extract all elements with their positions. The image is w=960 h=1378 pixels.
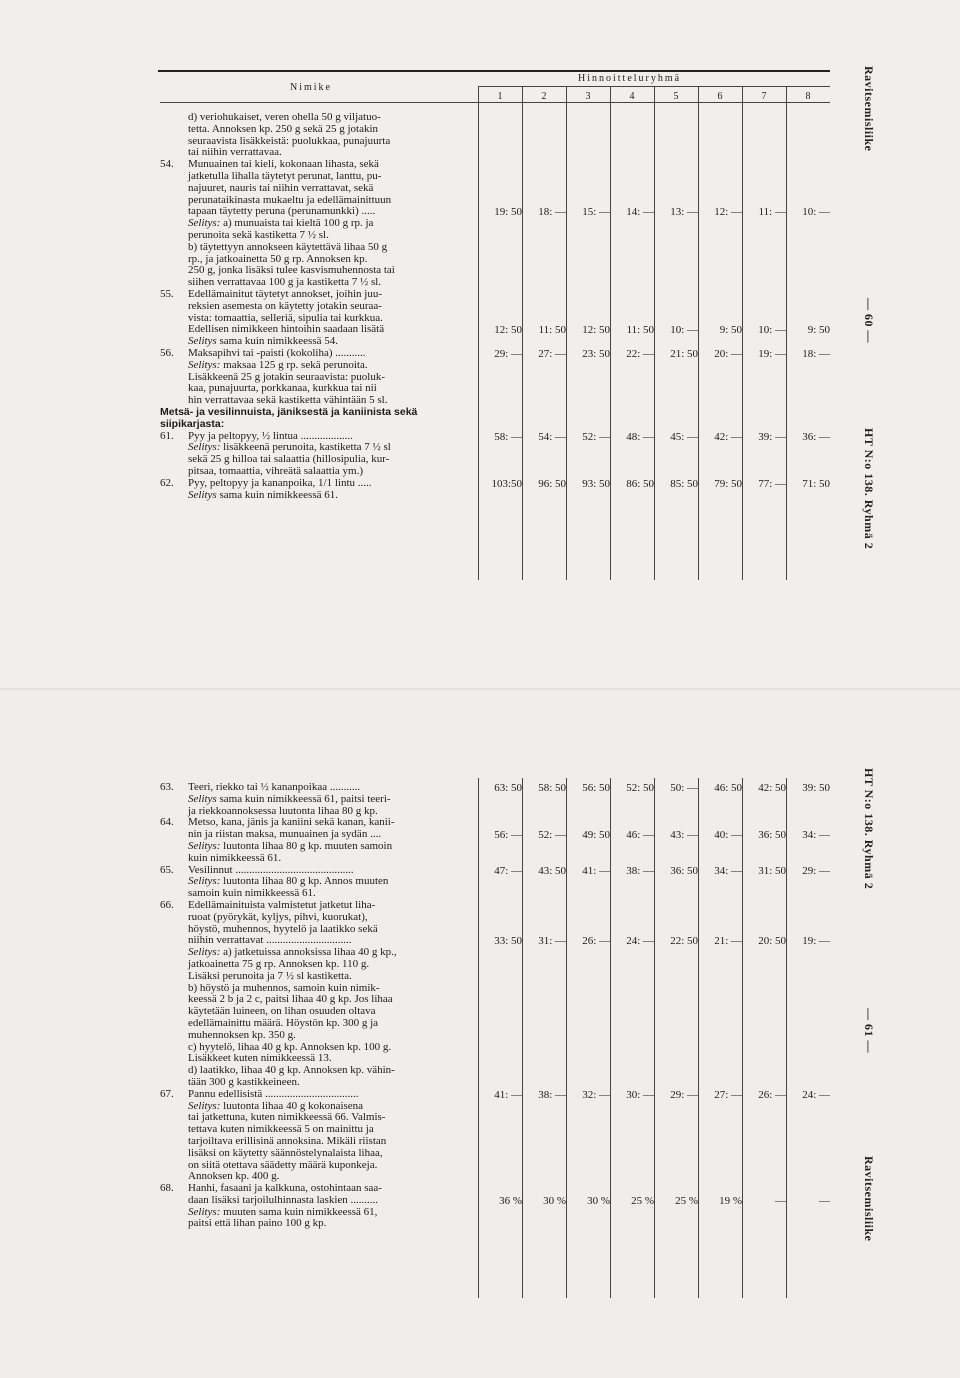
price-cell: 26: —: [582, 935, 610, 948]
explanation-label: Selitys:: [188, 1100, 221, 1112]
text-line: perunoita sekä kastiketta 7 ½ sl.: [188, 229, 329, 241]
price-cell: 26: —: [758, 1088, 786, 1101]
price-cell: 25 %: [631, 1195, 654, 1207]
text-line: perunataikinasta mukaeltu ja edellämainittuun: [188, 194, 392, 206]
text-line: hin verrattavaa sekä kastiketta vähintään 5 sl.: [188, 395, 388, 407]
price-cell: 34: —: [714, 864, 742, 877]
text-line: tettava kuten nimikkeessä 5 on mainittu ja: [188, 1124, 374, 1136]
text-line: Edellisen nimikkeen hintoihin saadaan lisätä: [188, 324, 385, 336]
price-cell: 58: —: [494, 430, 522, 443]
price-row: [478, 829, 830, 841]
name-column-header: Nimike: [290, 82, 332, 93]
price-cell: 38: —: [538, 1088, 566, 1101]
price-cell: 29: —: [494, 348, 522, 360]
item-number: 65.: [160, 864, 174, 876]
price-cell: 54: —: [538, 430, 566, 443]
price-cell: 39: 50: [802, 782, 830, 794]
text-line: Selitys: luutonta lihaa 80 g kp. Annos muuten: [188, 876, 389, 888]
text-line: muhennoksen kp. 350 g.: [188, 1029, 296, 1041]
heading-line: siipikarjasta:: [160, 418, 225, 430]
text-line: samoin kuin nimikkeessä 61.: [188, 888, 316, 900]
text-line: najuuret, nauris tai niihin verrattavat, sekä: [188, 182, 374, 194]
price-cell: 22: 50: [670, 935, 698, 948]
text-line: 62. Pyy, peltopyy ja kananpoika, 1/1 lintu .....: [160, 477, 372, 489]
menu-item: [160, 782, 478, 817]
price-cell: 24: —: [626, 935, 654, 948]
price-cell: 41: —: [494, 1088, 522, 1101]
item-number: 62.: [160, 477, 174, 489]
price-cell: 46: —: [626, 829, 654, 842]
explanation-label: Selitys:: [188, 218, 221, 230]
price-cell: 96: 50: [538, 477, 566, 490]
price-cell: 50: —: [670, 782, 698, 794]
group-number: 8: [805, 91, 811, 102]
price-cell: 19: —: [758, 348, 786, 360]
price-cell: 30 %: [543, 1195, 566, 1207]
text-line: Selitys sama kuin nimikkeessä 61.: [188, 489, 339, 501]
text-line: nin ja riistan maksa, munuainen ja sydän ....: [188, 829, 382, 841]
price-cell: 29: —: [802, 864, 830, 877]
price-cell: 42: —: [714, 430, 742, 443]
price-cell: 21: 50: [670, 348, 698, 360]
group-number: 7: [761, 91, 767, 102]
price-cell: 48: —: [626, 430, 654, 443]
text-line: d) veriohukaiset, veren ohella 50 g viljatuo-: [188, 112, 381, 123]
price-cell: 11: 50: [626, 324, 654, 337]
price-group-header: Hinnoitteluryhmä: [578, 73, 682, 84]
menu-item: [160, 817, 478, 864]
page-number: — 60 —: [862, 298, 876, 343]
text-line: käytetään luineen, on lihan osuuden oltava: [188, 1006, 376, 1018]
text-line: ruoat (pyörykät, kyljys, pihvi, kuorukat),: [188, 911, 368, 923]
explanation-label: Selitys:: [188, 840, 221, 852]
price-cell: —: [819, 1195, 830, 1207]
price-cell: 47: —: [494, 864, 522, 877]
text-line: Selitys: maksaa 125 g rp. sekä perunoita.: [188, 359, 368, 371]
text-line: 250 g, jonka lisäksi tulee kasvismuhennosta tai: [188, 265, 395, 277]
price-cell: 20: 50: [758, 935, 786, 948]
text-line: 65. Vesilinnut ...........................................: [160, 864, 354, 876]
item-number: 61.: [160, 430, 174, 442]
price-cell: 9: 50: [719, 324, 742, 337]
heading-line: Metsä- ja vesilinnuista, jäniksestä ja kaniinista sekä: [160, 406, 418, 418]
text-line: tai niihin verrattavaa.: [188, 147, 282, 159]
price-cell: 49: 50: [582, 829, 610, 842]
explanation-label: Selitys:: [188, 876, 221, 888]
text-line: jatkoainetta 75 g rp. Annoksen kp. 110 g.: [188, 958, 370, 970]
price-cell: 19: —: [802, 935, 830, 948]
price-cell: 19 %: [719, 1195, 742, 1207]
text-line: Selitys: luutonta lihaa 80 g kp. muuten samoin: [188, 840, 393, 852]
price-cell: 56: —: [494, 829, 522, 842]
item-number: 68.: [160, 1183, 174, 1195]
text-line: Selitys: luutonta lihaa 40 g kokonaisena: [188, 1100, 364, 1112]
text-line: niihin verrattavat ...............................: [188, 935, 352, 947]
price-cell: 14: —: [626, 206, 654, 219]
price-row: [478, 206, 830, 218]
price-cell: 52: —: [538, 829, 566, 842]
side-title-bottom: HT N:o 138. Ryhmä 2: [862, 428, 876, 550]
price-row: [478, 865, 830, 877]
text-line: tai jatkettuna, kuten nimikkeessä 66. Valmis-: [188, 1112, 386, 1124]
menu-item: [160, 348, 478, 407]
item-number: 67.: [160, 1088, 174, 1100]
price-cell: 33: 50: [494, 935, 522, 948]
price-cell: 27: —: [714, 1088, 742, 1101]
text-line: c) hyytelö, lihaa 40 g kp. Annoksen kp. 100 g.: [188, 1041, 392, 1053]
text-line: reksien asemesta on käytetty jotakin seuraa-: [188, 300, 382, 312]
price-cell: 13: —: [670, 206, 698, 219]
explanation-label: Selitys:: [188, 359, 221, 371]
price-row: [478, 431, 830, 443]
text-line: tään 300 g kastikkeineen.: [188, 1076, 300, 1088]
price-cell: 43: 50: [538, 864, 566, 877]
price-cell: 12: —: [714, 206, 742, 219]
price-cell: 29: —: [670, 1088, 698, 1101]
menu-item: [160, 431, 478, 478]
price-cell: 36 %: [499, 1195, 522, 1207]
price-row: [478, 935, 830, 947]
section-heading: [160, 407, 478, 431]
menu-item: [160, 1183, 478, 1230]
item-number: 66.: [160, 899, 174, 911]
price-row: [478, 782, 830, 794]
column-rule: [478, 778, 479, 1298]
text-line: kuin nimikkeessä 61.: [188, 852, 282, 864]
menu-item: [160, 900, 478, 1089]
text-line: jatketulla lihalla täytetyt perunat, lanttu, pu-: [188, 170, 382, 182]
text-line: on siitä otettava säädetty määrä kuponkeja.: [188, 1159, 378, 1171]
menu-item: [160, 112, 478, 159]
price-cell: 15: —: [582, 206, 610, 219]
column-rule: [610, 778, 611, 1298]
price-cell: 31: 50: [758, 864, 786, 877]
text-line: 68. Hanhi, fasaani ja kalkkuna, ostohintaan saa-: [160, 1183, 382, 1195]
price-cell: 30: —: [626, 1088, 654, 1101]
text-line: Selitys: a) jatketuissa annoksissa lihaa 40 g kp.,: [188, 947, 397, 959]
column-rule: [698, 778, 699, 1298]
item-number: 56.: [160, 347, 174, 359]
text-line: Selitys sama kuin nimikkeessä 54.: [188, 336, 339, 348]
price-cell: 22: —: [626, 348, 654, 360]
price-cell: 36: —: [802, 430, 830, 443]
text-line: paitsi että lihan paino 100 g kp.: [188, 1218, 327, 1230]
text-line: edellämainittu määrä. Höystön kp. 300 g ja: [188, 1017, 379, 1029]
text-line: Selitys: a) munuaista tai kieltä 100 g rp. ja: [188, 218, 374, 230]
group-number: 2: [541, 91, 547, 102]
group-number: 4: [629, 91, 635, 102]
price-cell: 24: —: [802, 1088, 830, 1101]
price-cell: 30 %: [587, 1195, 610, 1207]
text-line: rp., ja jatkoainetta 50 g rp. Annoksen kp.: [188, 253, 368, 265]
text-line: keessä 2 b ja 2 c, paitsi lihaa 40 g kp. Jos lihaa: [188, 994, 393, 1006]
column-rule: [566, 778, 567, 1298]
text-line: pitsaa, tomaattia, vihreätä salaattia ym.): [188, 465, 364, 477]
side-title-bottom: Ravitsemisliike: [862, 1156, 876, 1242]
text-line: d) laatikko, lihaa 40 g kp. Annoksen kp. vähin-: [188, 1065, 395, 1077]
text-line: Selitys sama kuin nimikkeessä 61, paitsi teeri-: [188, 793, 391, 805]
price-cell: 85: 50: [670, 477, 698, 490]
explanation-label: Selitys:: [188, 1206, 221, 1218]
text-line: 54. Munuainen tai kieli, kokonaan lihasta, sekä: [160, 159, 379, 171]
text-line: 61. Pyy ja peltopyy, ½ lintua ...................: [160, 430, 353, 442]
price-row: [478, 324, 830, 336]
text-line: ja riekkoannoksessa luutonta lihaa 80 g kp.: [188, 805, 378, 817]
price-cell: 21: —: [714, 935, 742, 948]
price-cell: 10: —: [758, 324, 786, 337]
menu-item: [160, 478, 478, 502]
price-row: [478, 1089, 830, 1101]
item-number: 54.: [160, 159, 174, 171]
text-line: tapaan täytetty peruna (perunamunkki) .....: [188, 206, 376, 218]
price-cell: 52: 50: [626, 782, 654, 794]
item-number: 63.: [160, 782, 174, 793]
price-row: [478, 348, 830, 360]
price-cell: 11: —: [758, 206, 786, 219]
price-cell: 56: 50: [582, 782, 610, 794]
price-cell: 12: 50: [494, 324, 522, 337]
price-cell: 19: 50: [494, 206, 522, 219]
text-line: tetta. Annoksen kp. 250 g sekä 25 g jotakin: [188, 123, 379, 135]
text-line: 55. Edellämainitut täytetyt annokset, joihin juu-: [160, 288, 382, 300]
menu-item: [160, 159, 478, 289]
price-row: [478, 478, 830, 490]
text-line: seuraavista lisäkkeistä: puolukkaa, punajuurta: [188, 135, 391, 147]
text-line: Annoksen kp. 400 g.: [188, 1171, 280, 1183]
price-cell: 36: 50: [670, 864, 698, 877]
column-rule: [654, 778, 655, 1298]
explanation-label: Selitys: [188, 336, 217, 348]
item-number: 64.: [160, 817, 174, 829]
price-cell: 45: —: [670, 430, 698, 443]
text-line: Lisäkkeet kuten nimikkeessä 13.: [188, 1053, 332, 1065]
text-line: sekä 25 g hilloa tai salaattia (hillosipulia, kur-: [188, 454, 390, 466]
explanation-label: Selitys: [188, 793, 217, 805]
item-list: [160, 112, 478, 501]
group-number: 5: [673, 91, 679, 102]
text-line: 66. Edellämainituista valmistetut jatketut liha-: [160, 899, 376, 911]
group-number: 1: [497, 91, 503, 102]
item-list: [160, 782, 478, 1230]
item-number: 55.: [160, 288, 174, 300]
side-title-top: HT N:o 138. Ryhmä 2: [862, 768, 876, 890]
text-line: tarjoiltava erillisinä annoksina. Mikäli riistan: [188, 1135, 387, 1147]
text-line: Lisäkkeenä 25 g jotakin seuraavista: puoluk-: [188, 371, 386, 383]
text-line: b) täytettyyn annokseen käytettävä lihaa 50 g: [188, 241, 388, 253]
price-cell: 77: —: [758, 477, 786, 490]
price-cell: 10: —: [802, 206, 830, 219]
price-cell: —: [775, 1195, 786, 1207]
menu-item: [160, 1089, 478, 1183]
text-line: 64. Metso, kana, jänis ja kaniini sekä kanan, kanii-: [160, 817, 395, 829]
header-bottom-rule: [160, 102, 830, 103]
price-cell: 39: —: [758, 430, 786, 443]
price-cell: 41: —: [582, 864, 610, 877]
explanation-label: Selitys:: [188, 442, 221, 454]
price-cell: 46: 50: [714, 782, 742, 794]
text-line: daan lisäksi tarjoilulhinnasta laskien ..........: [188, 1194, 379, 1206]
price-cell: 38: —: [626, 864, 654, 877]
text-line: siihen verrattavaa 100 g ja kastiketta 7 ½ sl.: [188, 277, 382, 289]
menu-item: [160, 865, 478, 900]
price-cell: 103:50: [491, 477, 522, 490]
text-line: Selitys: muuten sama kuin nimikkeessä 61,: [188, 1206, 378, 1218]
text-line: 63. Teeri, riekko tai ½ kananpoikaa ...........: [160, 782, 361, 793]
price-cell: 42: 50: [758, 782, 786, 794]
price-cell: 79: 50: [714, 477, 742, 490]
menu-item: [160, 289, 478, 348]
group-number: 6: [717, 91, 723, 102]
price-cell: 93: 50: [582, 477, 610, 490]
price-cell: 34: —: [802, 829, 830, 842]
text-line: lisäksi on käytetty säännöstelynalaista lihaa,: [188, 1147, 383, 1159]
price-cell: 10: —: [670, 324, 698, 337]
price-cell: 11: 50: [538, 324, 566, 337]
price-cell: 25 %: [675, 1195, 698, 1207]
column-rule: [786, 778, 787, 1298]
page-number: — 61 —: [862, 1008, 876, 1053]
price-cell: 18: —: [802, 348, 830, 360]
group-number: 3: [585, 91, 591, 102]
side-title-top: Ravitsemisliike: [862, 66, 876, 152]
text-line: höystö, muhennos, hyytelö ja laatikko sekä: [188, 923, 378, 935]
price-cell: 12: 50: [582, 324, 610, 337]
text-line: Selitys: lisäkkeenä perunoita, kastiketta 7 ½ sl: [188, 442, 391, 454]
text-line: b) höystö ja muhennos, samoin kuin nimik-: [188, 982, 380, 994]
price-cell: 31: —: [538, 935, 566, 948]
price-cell: 9: 50: [807, 324, 830, 337]
price-cell: 23: 50: [582, 348, 610, 360]
price-cell: 71: 50: [802, 477, 830, 490]
text-line: vista: tomaattia, selleriä, sipulia tai kurkkua.: [188, 312, 383, 324]
text-line: 67. Pannu edellisistä ..................................: [160, 1088, 359, 1100]
column-rule: [742, 778, 743, 1298]
price-cell: 18: —: [538, 206, 566, 219]
price-cell: 36: 50: [758, 829, 786, 842]
column-rule: [522, 778, 523, 1298]
explanation-label: Selitys:: [188, 947, 221, 959]
price-cell: 63: 50: [494, 782, 522, 794]
price-row: [478, 1195, 830, 1207]
price-cell: 32: —: [582, 1088, 610, 1101]
price-cell: 52: —: [582, 430, 610, 443]
text-line: Lisäksi perunoita ja 7 ½ sl kastiketta.: [188, 970, 352, 982]
price-cell: 27: —: [538, 348, 566, 360]
table-top-rule: [158, 70, 830, 72]
page-61: [0, 690, 960, 1378]
text-line: 56. Maksapihvi tai -paisti (kokoliha) ...........: [160, 347, 366, 359]
price-cell: 58: 50: [538, 782, 566, 794]
price-cell: 43: —: [670, 829, 698, 842]
price-cell: 40: —: [714, 829, 742, 842]
price-cell: 86: 50: [626, 477, 654, 490]
price-cell: 20: —: [714, 348, 742, 360]
explanation-label: Selitys: [188, 489, 217, 501]
text-line: kaa, punajuurta, porkkanaa, kurkkua tai nii: [188, 383, 377, 395]
